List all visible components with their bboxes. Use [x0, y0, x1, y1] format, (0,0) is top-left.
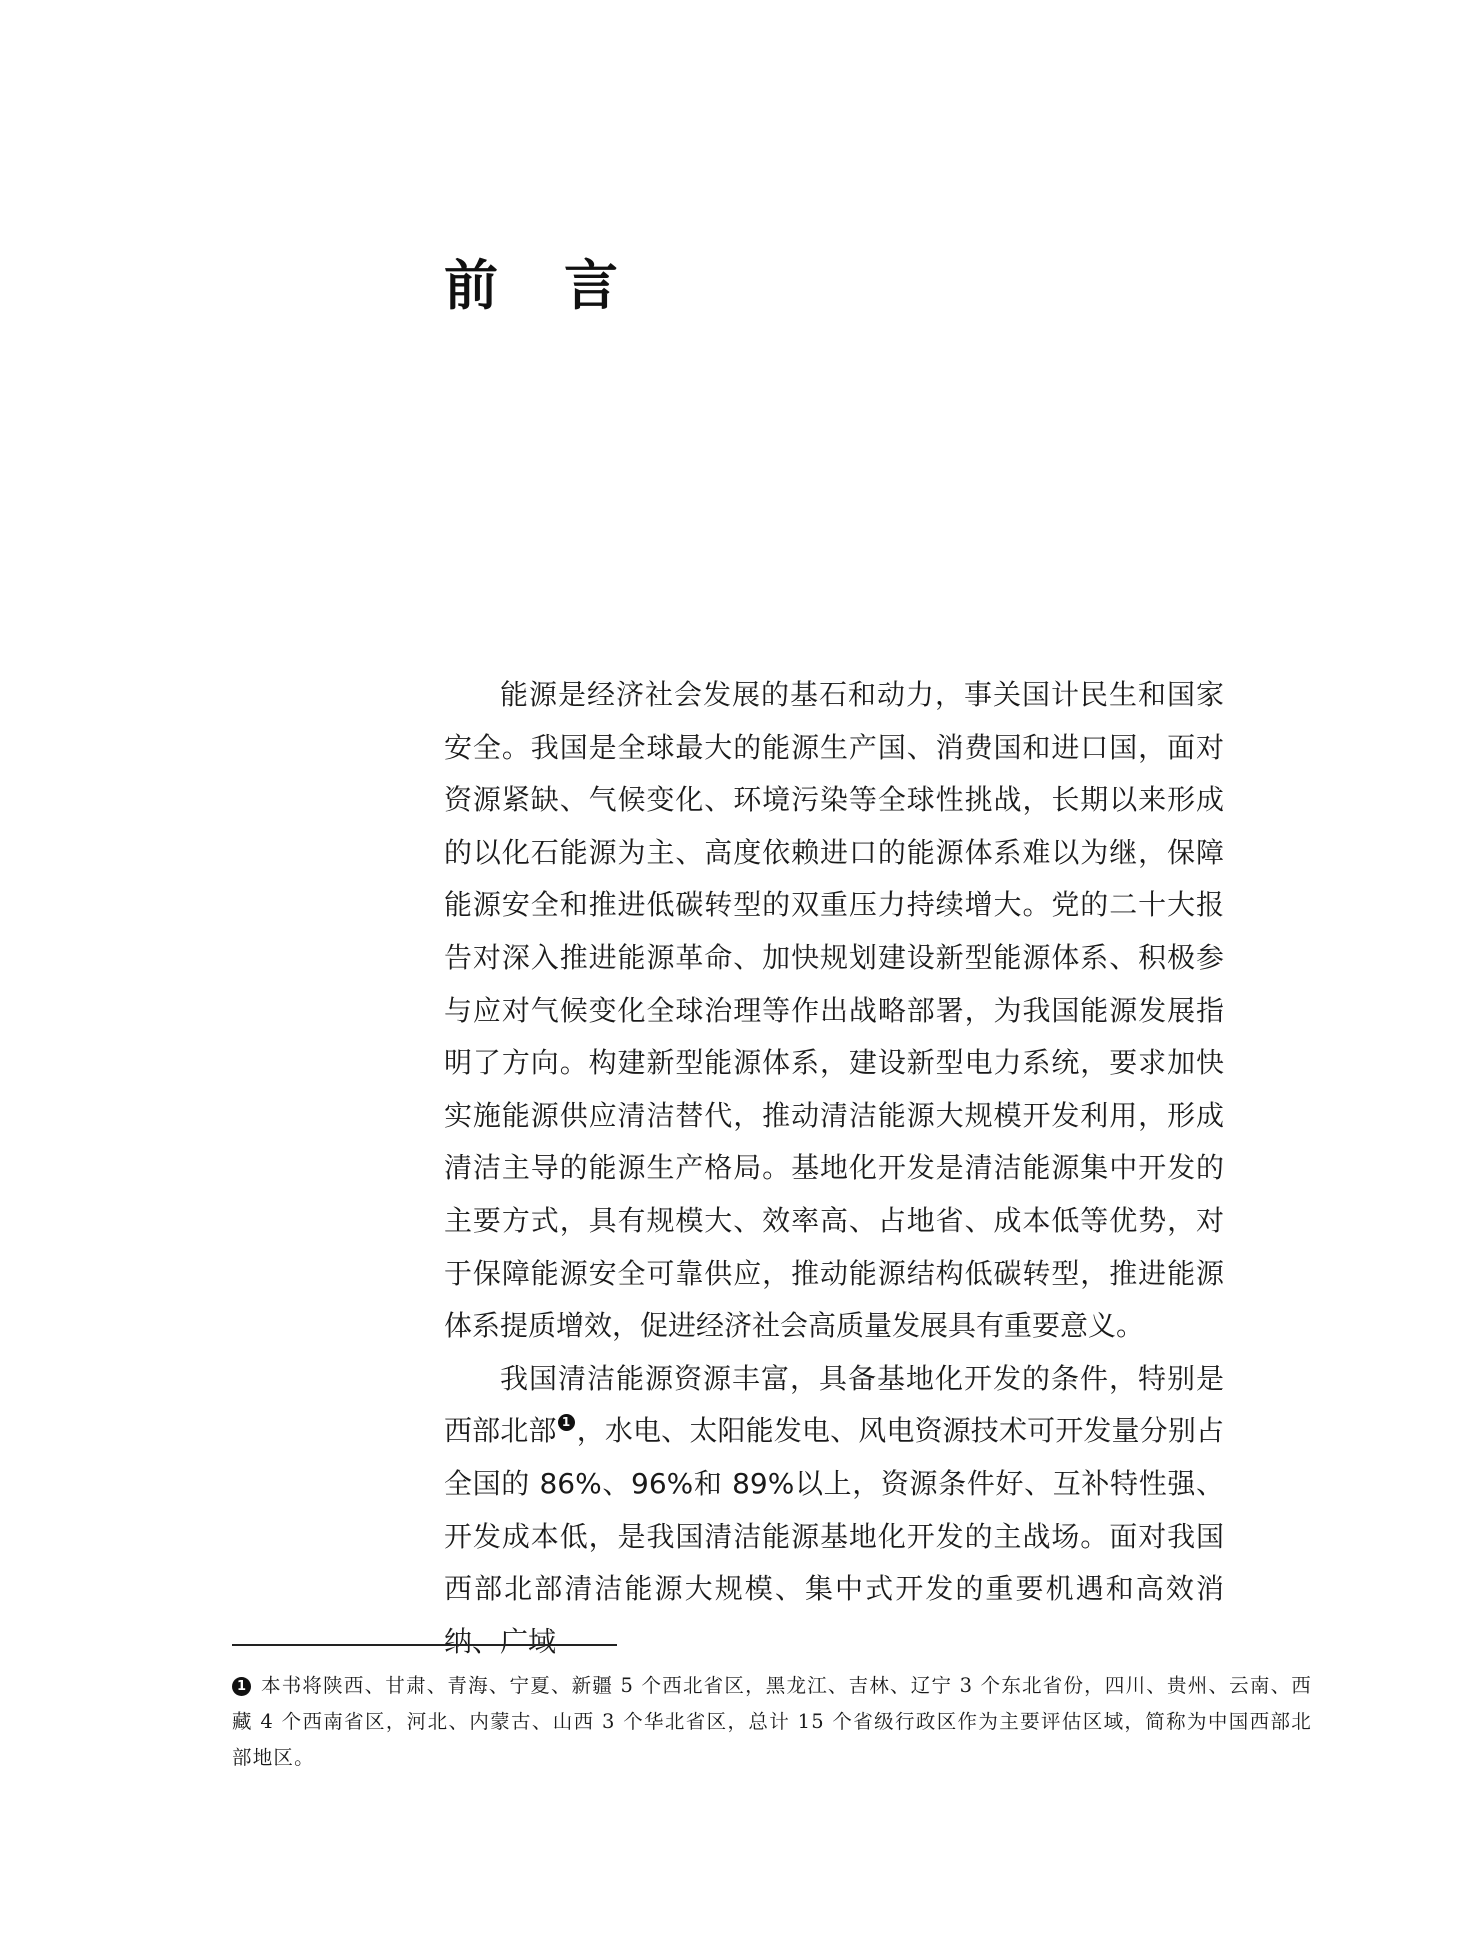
footnote-reference-mark[interactable]: 1 [558, 1414, 575, 1431]
title-char-1: 前 [444, 253, 498, 317]
body-text [444, 669, 1224, 1668]
paragraph-2-text-before: 我国清洁能源资源丰富，具备基地化开发的条件，特别是西部北部 [444, 1361, 1224, 1448]
paragraph-2-text-after: ，水电、太阳能发电、风电资源技术可开发量分别占全国的 86%、96%和 89%以上，资源条件好、互补特性强、开发成本低，是我国清洁能源基地化开发的主战场。面对我国西部北部清洁能源大规模、集中式开发的重要机遇和高效消纳、广域 [444, 1414, 1224, 1658]
footnote-number-mark: 1 [232, 1677, 251, 1696]
footnote-separator [232, 1644, 617, 1646]
title-char-2: 言 [564, 253, 618, 317]
page-title [444, 255, 618, 315]
footnote-text: 本书将陕西、甘肃、青海、宁夏、新疆 5 个西北省区，黑龙江、吉林、辽宁 3 个东北省份，四川、贵州、云南、西藏 4 个西南省区，河北、内蒙古、山西 3 个华北省区，总计 15 个省级行政区作为主要评估区域，简称为中国西部北部地区。 [232, 1674, 1312, 1769]
paragraph-2 [444, 1353, 1224, 1669]
footnote [232, 1668, 1312, 1776]
paragraph-1: 能源是经济社会发展的基石和动力，事关国计民生和国家安全。我国是全球最大的能源生产国、消费国和进口国，面对资源紧缺、气候变化、环境污染等全球性挑战，长期以来形成的以化石能源为主、高度依赖进口的能源体系难以为继，保障能源安全和推进低碳转型的双重压力持续增大。党的二十大报告对深入推进能源革命、加快规划建设新型能源体系、积极参与应对气候变化全球治理等作出战略部署，为我国能源发展指明了方向。构建新型能源体系，建设新型电力系统，要求加快实施能源供应清洁替代，推动清洁能源大规模开发利用，形成清洁主导的能源生产格局。基地化开发是清洁能源集中开发的主要方式，具有规模大、效率高、占地省、成本低等优势，对于保障能源安全可靠供应，推动能源结构低碳转型，推进能源体系提质增效，促进经济社会高质量发展具有重要意义。 [444, 678, 1224, 1343]
